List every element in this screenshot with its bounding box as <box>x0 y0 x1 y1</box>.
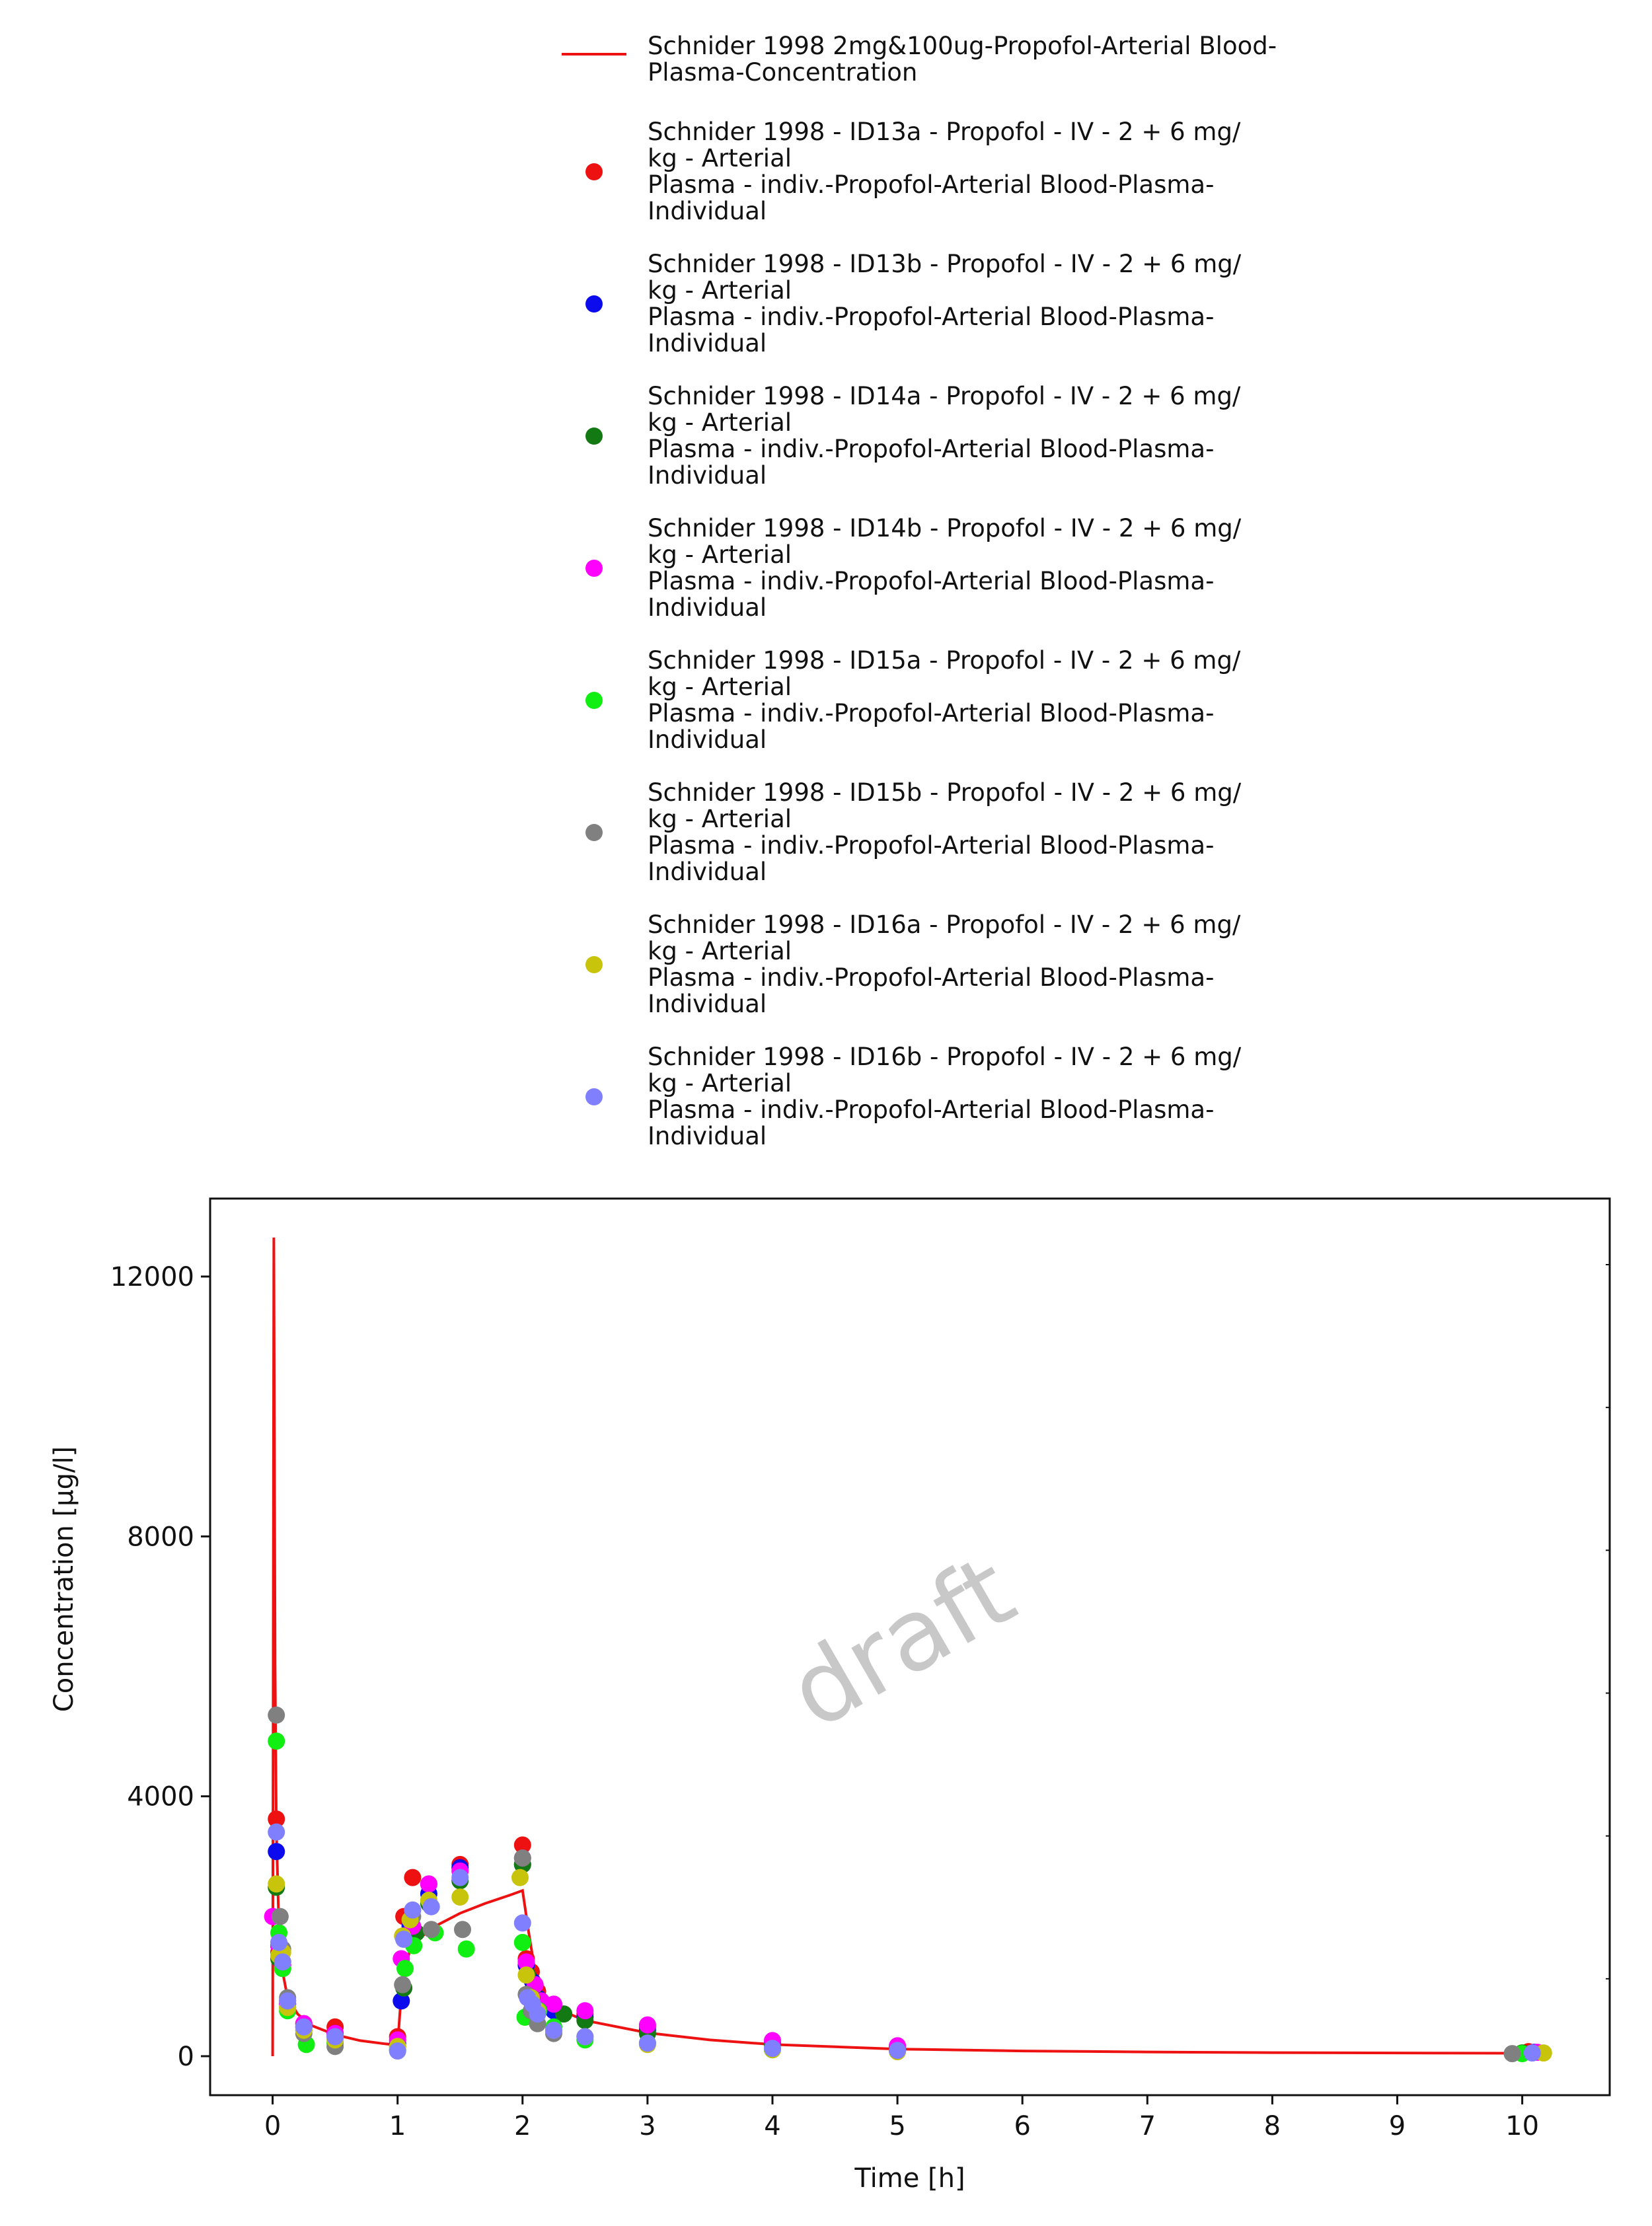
data-point-series-8 <box>529 2005 546 2022</box>
data-point-series-5 <box>458 1941 475 1958</box>
x-tick-label: 8 <box>1263 2111 1281 2141</box>
y-tick-label: 8000 <box>127 1522 194 1553</box>
data-point-series-7 <box>517 1966 535 1984</box>
data-point-series-1 <box>404 1869 421 1886</box>
legend-label: Schnider 1998 - ID16b - Propofol - IV - 2 + 6 mg/ kg - Arterial Plasma - indiv.-Propofol-Arterial Blood-Plasma- Individual <box>648 1043 1242 1150</box>
y-axis-label: Concentration [µg/l] <box>49 1446 79 1713</box>
data-point-series-8 <box>279 1992 296 2009</box>
legend-label: Schnider 1998 - ID15a - Propofol - IV - 2 + 6 mg/ kg - Arterial Plasma - indiv.-Propofol-Arterial Blood-Plasma- Individual <box>648 646 1241 754</box>
data-point-series-8 <box>270 1934 287 1951</box>
data-point-series-6 <box>514 1849 531 1867</box>
legend-item <box>555 780 1414 885</box>
data-point-series-8 <box>576 2028 593 2046</box>
legend-item <box>555 912 1414 1018</box>
legend-marker-symbol <box>555 951 628 978</box>
data-point-series-4 <box>639 2017 656 2034</box>
legend-marker-symbol <box>555 819 628 846</box>
data-point-series-8 <box>268 1824 285 1841</box>
data-point-series-7 <box>451 1888 469 1906</box>
data-point-series-8 <box>451 1869 469 1886</box>
data-point-series-8 <box>639 2034 656 2052</box>
legend-marker-symbol <box>555 159 628 185</box>
legend-item <box>555 383 1414 489</box>
x-tick-label: 10 <box>1505 2111 1540 2141</box>
data-point-series-4 <box>545 1995 562 2013</box>
y-tick-label: 0 <box>177 2042 194 2072</box>
data-point-series-5 <box>514 1934 531 1951</box>
legend-label: Schnider 1998 2mg&100ug-Propofol-Arterial Blood- Plasma-Concentration <box>648 32 1277 87</box>
x-tick-label: 3 <box>639 2111 656 2141</box>
legend-item <box>555 648 1414 753</box>
data-point-series-7 <box>268 1875 285 1892</box>
legend-label: Schnider 1998 - ID14b - Propofol - IV - 2 + 6 mg/ kg - Arterial Plasma - indiv.-Propofol-Arterial Blood-Plasma- Individual <box>648 514 1242 622</box>
data-point-series-8 <box>295 2019 313 2036</box>
data-point-series-5 <box>268 1732 285 1750</box>
legend-label: Schnider 1998 - ID13a - Propofol - IV - 2 + 6 mg/ kg - Arterial Plasma - indiv.-Propofol-Arterial Blood-Plasma- Individual <box>648 118 1241 225</box>
x-tick-label: 2 <box>514 2111 531 2141</box>
data-point-series-8 <box>514 1914 531 1931</box>
data-point-series-8 <box>545 2022 562 2039</box>
legend-marker-symbol <box>555 291 628 317</box>
x-tick-label: 6 <box>1014 2111 1031 2141</box>
x-tick-label: 9 <box>1388 2111 1406 2141</box>
data-point-series-5 <box>396 1960 414 1977</box>
data-point-series-6 <box>268 1707 285 1724</box>
x-tick-label: 0 <box>264 2111 282 2141</box>
watermark: draft <box>770 1534 1033 1752</box>
data-point-series-6 <box>423 1921 440 1938</box>
data-point-series-8 <box>404 1902 421 1919</box>
data-point-series-7 <box>511 1869 529 1886</box>
data-point-series-2 <box>268 1843 285 1860</box>
x-tick-label: 1 <box>389 2111 406 2141</box>
data-point-series-8 <box>1524 2044 1541 2061</box>
legend-item <box>555 251 1414 357</box>
legend-line-symbol <box>555 41 628 67</box>
legend-item <box>555 515 1414 621</box>
legend-label: Schnider 1998 - ID15b - Propofol - IV - 2 + 6 mg/ kg - Arterial Plasma - indiv.-Propofol-Arterial Blood-Plasma- Individual <box>648 778 1242 886</box>
legend-label: Schnider 1998 - ID13b - Propofol - IV - 2 + 6 mg/ kg - Arterial Plasma - indiv.-Propofol-Arterial Blood-Plasma- Individual <box>648 250 1242 357</box>
legend-marker-symbol <box>555 423 628 449</box>
legend-label: Schnider 1998 - ID14a - Propofol - IV - 2 + 6 mg/ kg - Arterial Plasma - indiv.-Propofol-Arterial Blood-Plasma- Individual <box>648 382 1241 490</box>
legend-item <box>555 33 1414 86</box>
data-point-series-8 <box>274 1953 291 1970</box>
data-point-series-6 <box>394 1976 411 1993</box>
legend-item <box>555 119 1414 225</box>
data-point-series-4 <box>576 2002 593 2019</box>
x-axis-label: Time [h] <box>854 2163 965 2194</box>
data-point-series-6 <box>454 1921 471 1938</box>
legend-label: Schnider 1998 - ID16a - Propofol - IV - 2 + 6 mg/ kg - Arterial Plasma - indiv.-Propofol-Arterial Blood-Plasma- Individual <box>648 910 1241 1018</box>
x-tick-label: 4 <box>764 2111 781 2141</box>
data-point-series-8 <box>764 2040 781 2057</box>
x-tick-label: 5 <box>889 2111 906 2141</box>
data-point-series-8 <box>395 1931 412 1948</box>
chart <box>0 1163 1652 2226</box>
legend-marker-symbol <box>555 555 628 581</box>
data-point-series-8 <box>326 2028 344 2046</box>
y-tick-label: 12000 <box>110 1262 194 1292</box>
data-point-series-6 <box>272 1908 289 1925</box>
data-point-series-4 <box>420 1875 437 1892</box>
legend-item <box>555 1044 1414 1150</box>
legend-marker-symbol <box>555 687 628 714</box>
legend-marker-symbol <box>555 1084 628 1110</box>
data-point-series-6 <box>1504 2045 1521 2062</box>
data-point-series-8 <box>389 2042 406 2059</box>
data-point-series-8 <box>423 1898 440 1915</box>
data-point-series-8 <box>889 2042 906 2059</box>
x-tick-label: 7 <box>1139 2111 1156 2141</box>
y-tick-label: 4000 <box>127 1781 194 1812</box>
